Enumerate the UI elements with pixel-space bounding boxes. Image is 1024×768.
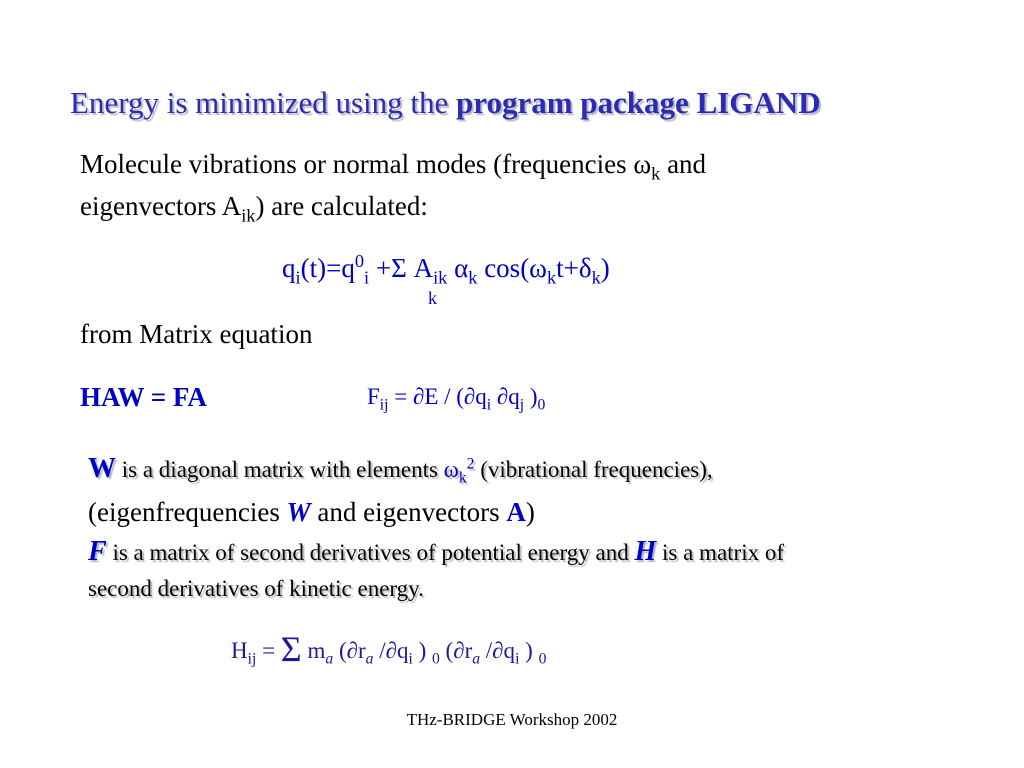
title-text: Energy is minimized using the	[70, 85, 457, 120]
intro-line-1: Molecule vibrations or normal modes (frequencies $\omega_k$ and	[80, 149, 707, 184]
matrix-equation-haw-fa: HAW = FA	[80, 382, 207, 412]
intro-line-2: eigenvectors $A_{ik}$) are calculated:	[80, 191, 428, 226]
eigen-line: (eigenfrequencies W and eigenvectors A)	[88, 497, 535, 527]
title-bold-program-package: program package	[456, 85, 689, 120]
f-description-line-1: F is a matrix of second derivatives of potential energy and H is a matrix of	[88, 536, 784, 567]
slide-footer: THz-BRIDGE Workshop 2002	[406, 710, 618, 729]
f-description-line-2: second derivatives of kinetic energy.	[88, 576, 424, 601]
sigma-symbol: Σ	[280, 629, 302, 669]
hij-definition: $H_{ij} = \Sigma$ $m_a$ ($\partial r_a$ $/\partial q_i$ ) $_0$ ($\partial r_a$ $/\partial q_i$ ) $_0$	[231, 629, 547, 669]
fij-definition: $F_{ij} = \partial E / (\partial q_i$ $\partial q_j$ )$_0$	[367, 384, 546, 414]
equation-normal-mode: $q_i(t)=q^0_i +\Sigma$ $A_{ik}$ $\alpha_k$ $\cos(\omega_kt+\delta_k)$	[282, 251, 610, 288]
slide-title	[70, 85, 821, 121]
w-description: W is a diagonal matrix with elements $\omega_k^2$ (vibrational frequencies),	[88, 453, 713, 487]
sum-index-k: k	[428, 288, 437, 308]
title-bold-ligand: LIGAND	[688, 85, 821, 120]
from-matrix-text: from Matrix equation	[80, 319, 313, 349]
